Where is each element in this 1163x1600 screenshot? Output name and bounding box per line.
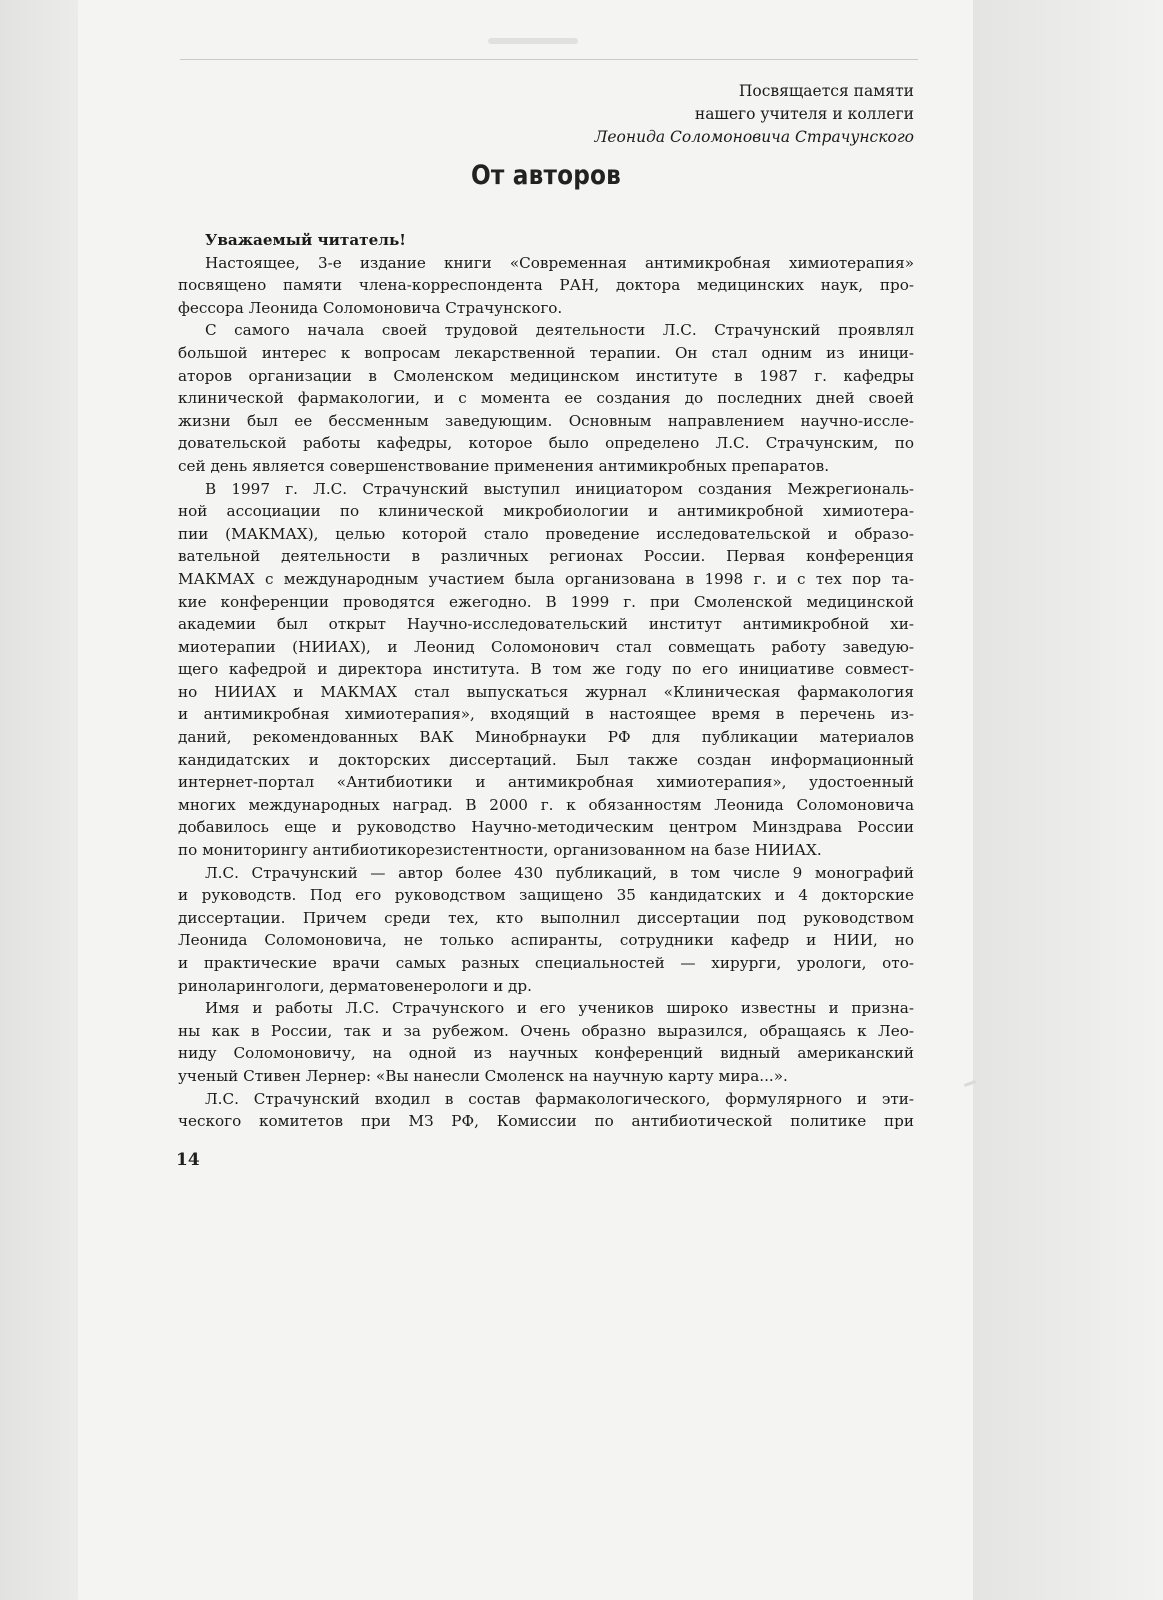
dedication-line: Посвящается памяти: [738, 82, 914, 100]
text-line: академии был открыт Научно-исследовательский институт антимикробной хи-: [178, 615, 914, 634]
text-line: Л.С. Страчунский — автор более 430 публикаций, в том числе 9 монографий: [205, 863, 914, 882]
text-line: по мониторингу антибиотикорезистентности, организованном на базе НИИАХ.: [178, 841, 822, 860]
text-line: интернет-портал «Антибиотики и антимикробная химиотерапия», удостоенный: [178, 773, 914, 792]
text-line: добавилось еще и руководство Научно-методическим центром Минздрава России: [178, 818, 914, 837]
text-line: кандидатских и докторских диссертаций. Был также создан информационный: [178, 750, 914, 769]
text-line: клинической фармакологии, и с момента ее создания до последних дней своей: [178, 389, 914, 408]
text-line: кие конференции проводятся ежегодно. В 1999 г. при Смоленской медицинской: [178, 592, 914, 611]
text-line: большой интерес к вопросам лекарственной терапии. Он стал одним из иници-: [178, 343, 914, 362]
text-line: риноларингологи, дерматовенерологи и др.: [178, 976, 532, 995]
text-line: жизни был ее бессменным заведующим. Основным направлением научно-иссле-: [178, 411, 914, 430]
text-line: аторов организации в Смоленском медицинском институте в 1987 г. кафедры: [178, 366, 914, 385]
text-line: В 1997 г. Л.С. Страчунский выступил инициатором создания Межрегиональ-: [205, 479, 914, 498]
scan-shadow-right: [973, 0, 1163, 1600]
text-line: щего кафедрой и директора института. В том же году по его инициативе совмест-: [178, 660, 914, 679]
text-line: Л.С. Страчунский входил в состав фармакологического, формулярного и эти-: [205, 1089, 914, 1108]
body-text: [178, 229, 914, 1133]
text-line: ученый Стивен Лернер: «Вы нанесли Смоленск на научную карту мира...».: [178, 1066, 788, 1085]
text-line: С самого начала своей трудовой деятельности Л.С. Страчунский проявлял: [205, 321, 914, 340]
text-line: Леонида Соломоновича, не только аспиранты, сотрудники кафедр и НИИ, но: [178, 931, 914, 950]
text-line: диссертации. Причем среди тех, кто выполнил диссертации под руководством: [178, 908, 914, 927]
text-line: даний, рекомендованных ВАК Минобрнауки РФ для публикации материалов: [178, 728, 914, 747]
text-line: вательной деятельности в различных регионах России. Первая конференция: [178, 547, 914, 566]
text-line: фессора Леонида Соломоновича Страчунского.: [178, 298, 563, 317]
dedication: [594, 80, 914, 149]
text-line: но НИИАХ и МАКМАХ стал выпускаться журнал «Клиническая фармакология: [178, 682, 914, 701]
scan-shadow-left: [0, 0, 80, 1600]
text-line: и практические врачи самых разных специальностей — хирурги, урологи, ото-: [178, 954, 914, 972]
text-line: пии (МАКМАХ), целью которой стало проведение исследовательской и образо-: [178, 524, 914, 543]
text-line: многих международных наград. В 2000 г. к обязанностям Леонида Соломоновича: [178, 795, 914, 814]
text-line: и антимикробная химиотерапия», входящий в настоящее время в перечень из-: [178, 705, 914, 724]
text-line: ниду Соломоновичу, на одной из научных конференций видный американский: [178, 1044, 914, 1063]
text-line: довательской работы кафедры, которое было определено Л.С. Страчунским, по: [178, 434, 914, 453]
page-number: 14: [176, 1150, 200, 1170]
text-line: ной ассоциации по клинической микробиологии и антимикробной химиотера-: [178, 502, 914, 521]
header-rule: [180, 59, 918, 60]
text-line: сей день является совершенствование применения антимикробных препаратов.: [178, 456, 830, 475]
text-line: ческого комитетов при МЗ РФ, Комиссии по антибиотической политике при: [178, 1112, 914, 1131]
text-line: посвящено памяти члена-корреспондента РАН, доктора медицинских наук, про-: [178, 276, 914, 295]
chapter-title: От авторов: [470, 160, 622, 191]
dedication-name: Леонида Соломоновича Страчунского: [594, 128, 914, 146]
text-line: ны как в России, так и за рубежом. Очень образно выразился, обращаясь к Лео-: [178, 1021, 914, 1040]
show-through-header: [488, 38, 578, 44]
text-line: Имя и работы Л.С. Страчунского и его учеников широко известны и призна-: [205, 999, 914, 1018]
dedication-line: нашего учителя и коллеги: [694, 105, 914, 123]
text-line: миотерапии (НИИАХ), и Леонид Соломонович стал совмещать работу заведую-: [178, 637, 914, 656]
text-line: МАКМАХ с международным участием была организована в 1998 г. и с тех пор та-: [178, 569, 914, 588]
greeting: Уважаемый читатель!: [205, 231, 406, 249]
text-line: и руководств. Под его руководством защищено 35 кандидатских и 4 докторские: [178, 886, 914, 905]
text-line: Настоящее, 3-е издание книги «Современная антимикробная химиотерапия»: [205, 253, 914, 272]
